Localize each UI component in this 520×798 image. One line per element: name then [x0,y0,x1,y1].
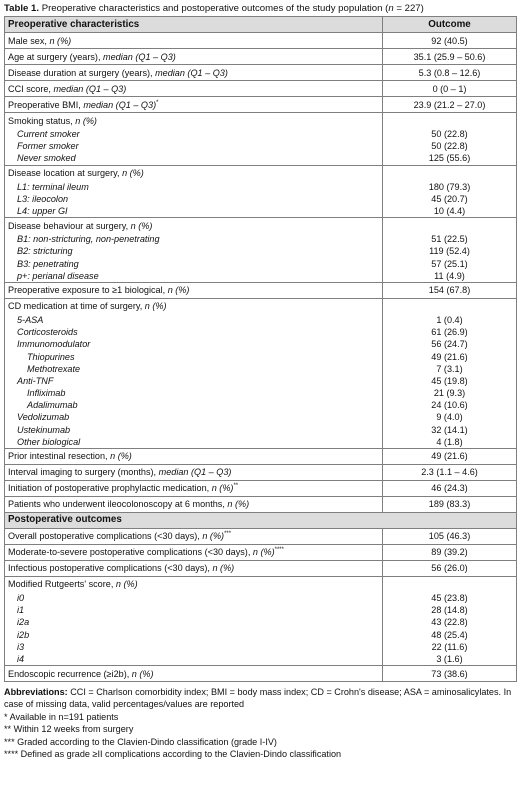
row-value: 23.9 (21.2 – 27.0) [383,97,517,113]
row-value: 51 (22.5) [383,233,517,245]
row-value: 48 (25.4) [383,629,517,641]
label-text: Prior intestinal resection, [8,451,111,462]
table-row [5,218,517,234]
row-label: i2a [5,616,383,628]
characteristics-table [4,16,517,682]
row-label [5,282,383,298]
row-label: i1 [5,604,383,616]
table-row [5,338,517,350]
table-row [5,205,517,218]
label-text: Patients who underwent ileocolonoscopy at 6 months, [8,499,228,510]
row-label: L3: ileocolon [5,193,383,205]
row-label: Infliximab [5,387,383,399]
row-label: Anti-TNF [5,375,383,387]
row-value: 4 (1.8) [383,436,517,449]
table-row [5,592,517,604]
row-value: 11 (4.9) [383,270,517,283]
abbreviations-note [4,686,516,711]
label-qualifier: n (%) [115,579,138,590]
row-value: 10 (4.4) [383,205,517,218]
row-label [5,298,383,314]
row-value: 56 (24.7) [383,338,517,350]
table-row [5,81,517,97]
table-row [5,375,517,387]
label-text: Smoking status, [8,115,76,126]
table-row [5,33,517,49]
row-label: L1: terminal ileum [5,181,383,193]
row-label: Immunomodulator [5,338,383,350]
caption-text: Preoperative characteristics and postoperative outcomes of the study population ( [41,3,389,14]
row-label [5,33,383,49]
label-text: Age at surgery (years), [8,51,104,62]
row-label: L4: upper GI [5,205,383,218]
table-row [5,424,517,436]
row-value: 45 (23.8) [383,592,517,604]
row-value [383,298,517,314]
table-row [5,350,517,362]
table-row [5,245,517,257]
label-qualifier: median (Q1 – Q3) [53,83,127,94]
table-row [5,270,517,283]
table-row [5,480,517,496]
label-text: Preoperative exposure to ≥1 biological, [8,285,168,296]
table-row [5,560,517,576]
row-label [5,113,383,129]
row-label: Other biological [5,436,383,449]
row-label [5,218,383,234]
row-value: 28 (14.8) [383,604,517,616]
row-label: Methotrexate [5,363,383,375]
label-qualifier: n (%) [131,668,154,679]
abbreviations-text: CCI = Charlson comorbidity index; BMI = body mass index; CD = Crohn's disease; ASA = aminosalicylates. In case of missing data, valid percentages/values are reported [4,687,512,710]
table-row [5,298,517,314]
label-qualifier: n (%) [130,220,153,231]
table-row [5,411,517,423]
row-value: 21 (9.3) [383,387,517,399]
label-text: Male sex, [8,35,50,46]
row-value: 2.3 (1.1 – 4.6) [383,464,517,480]
row-value: 56 (26.0) [383,560,517,576]
row-label [5,666,383,682]
row-value: 3 (1.6) [383,653,517,666]
table-row [5,326,517,338]
label-qualifier: median (Q1 – Q3) [155,67,228,78]
row-label [5,81,383,97]
table-row [5,436,517,449]
row-value: 22 (11.6) [383,641,517,653]
caption-label: Table 1. [4,3,40,14]
table-row [5,282,517,298]
table-row [5,97,517,113]
label-text: Interval imaging to surgery (months), [8,467,159,478]
caption-n-value: = 227) [393,3,424,14]
label-text: Overall postoperative complications (<30 days), [8,531,203,542]
row-value: 46 (24.3) [383,480,517,496]
label-text: Endoscopic recurrence (≥i2b), [8,668,132,679]
row-label: Thiopurines [5,350,383,362]
label-qualifier: n (%) [122,168,144,179]
row-label [5,576,383,592]
row-value: 0 (0 – 1) [383,81,517,97]
table-row [5,258,517,270]
row-label: B3: penetrating [5,258,383,270]
table-row [5,399,517,411]
caption-n: n [388,3,394,14]
row-label: B1: non-stricturing, non-penetrating [5,233,383,245]
table-caption [4,2,516,16]
row-value: 45 (19.8) [383,375,517,387]
row-value [383,113,517,129]
row-label: i4 [5,653,383,666]
row-label: Vedolizumab [5,411,383,423]
label-qualifier: median (Q1 – Q3) [158,467,232,478]
row-value: 35.1 (25.9 – 50.6) [383,49,517,65]
row-value [383,218,517,234]
label-qualifier: n (%) [167,285,190,296]
row-value: 5.3 (0.8 – 12.6) [383,65,517,81]
row-label: Former smoker [5,140,383,152]
row-label [5,544,383,560]
table-row [5,528,517,544]
label-qualifier: n (%) [202,531,225,542]
row-value: 125 (55.6) [383,152,517,165]
row-value: 57 (25.1) [383,258,517,270]
row-value [383,576,517,592]
preoperative-body [5,33,517,513]
row-value: 61 (26.9) [383,326,517,338]
table-row [5,387,517,399]
table-row [5,49,517,65]
row-label [5,165,383,181]
label-text: Preoperative BMI, [8,99,84,110]
label-qualifier: n (%) [144,301,167,312]
row-label: i0 [5,592,383,604]
row-value: 45 (20.7) [383,193,517,205]
row-value: 154 (67.8) [383,282,517,298]
footnote-marker: **** [274,547,284,554]
footnotes [4,686,516,760]
row-label [5,480,383,496]
table-row [5,140,517,152]
row-label: 5-ASA [5,314,383,326]
label-qualifier: n (%) [212,563,235,574]
table-row [5,152,517,165]
row-value: 105 (46.3) [383,528,517,544]
row-value: 50 (22.8) [383,128,517,140]
header-outcome: Outcome [383,17,517,33]
row-label [5,496,383,512]
table-row [5,113,517,129]
label-qualifier: n (%) [110,451,132,462]
table-row [5,544,517,560]
row-label [5,560,383,576]
row-value: 119 (52.4) [383,245,517,257]
table-row [5,464,517,480]
row-label [5,528,383,544]
label-qualifier: n (%) [227,499,250,510]
footnote-3: *** Graded according to the Clavien-Dindo classification (grade I-IV) [4,736,277,747]
table-row [5,653,517,666]
table-row [5,496,517,512]
label-text: Disease duration at surgery (years), [8,67,156,78]
row-value [383,165,517,181]
table-row [5,314,517,326]
row-label: B2: stricturing [5,245,383,257]
footnote-2: ** Within 12 weeks from surgery [4,724,134,735]
row-label: Ustekinumab [5,424,383,436]
footnote-marker: ** [233,483,239,490]
section-postoperative: Postoperative outcomes [5,512,517,528]
footnote-marker: * [156,99,159,106]
row-label: Current smoker [5,128,383,140]
footnote-1: * Available in n=191 patients [4,711,119,722]
postoperative-body [5,528,517,681]
row-value: 24 (10.6) [383,399,517,411]
label-qualifier: median (Q1 – Q3) [83,99,157,110]
row-label [5,49,383,65]
label-text: Disease location at surgery, [8,168,123,179]
row-label: Adalimumab [5,399,383,411]
label-text: Modified Rutgeerts' score, [8,579,116,590]
row-label: Corticosteroids [5,326,383,338]
row-value: 73 (38.6) [383,666,517,682]
table-row [5,363,517,375]
label-text: Infectious postoperative complications (<30 days), [8,563,213,574]
table-row [5,181,517,193]
row-value: 32 (14.1) [383,424,517,436]
table-row [5,128,517,140]
table-row [5,233,517,245]
table-row [5,193,517,205]
row-label [5,464,383,480]
row-value: 9 (4.0) [383,411,517,423]
label-text: Initiation of postoperative prophylactic medication, [8,483,212,494]
footnote-4: **** Defined as grade ≥II complications according to the Clavien-Dindo classification [4,749,342,760]
header-characteristics: Preoperative characteristics [5,17,383,33]
row-value: 43 (22.8) [383,616,517,628]
label-qualifier: median (Q1 – Q3) [103,51,176,62]
row-label: i3 [5,641,383,653]
table-header-row [5,17,517,33]
row-value: 50 (22.8) [383,140,517,152]
label-text: CCI score, [8,83,54,94]
row-value: 92 (40.5) [383,33,517,49]
table-row [5,165,517,181]
row-label: p+: perianal disease [5,270,383,283]
row-label: i2b [5,629,383,641]
label-qualifier: n (%) [75,115,97,126]
row-value: 49 (21.6) [383,350,517,362]
table-row [5,576,517,592]
label-qualifier: n (%) [252,547,275,558]
label-qualifier: n (%) [49,35,72,46]
table-row [5,604,517,616]
row-value: 49 (21.6) [383,448,517,464]
row-label: Never smoked [5,152,383,165]
row-label [5,448,383,464]
label-qualifier: n (%) [211,483,234,494]
table-row [5,448,517,464]
table-row [5,65,517,81]
footnote-marker: *** [224,531,232,538]
document-page [4,0,516,761]
row-value: 7 (3.1) [383,363,517,375]
label-text: Disease behaviour at surgery, [8,220,131,231]
abbreviations-label: Abbreviations: [4,687,68,698]
section-postoperative-row [5,512,517,528]
label-text: Moderate-to-severe postoperative complications (<30 days), [8,547,253,558]
table-row [5,641,517,653]
row-value: 89 (39.2) [383,544,517,560]
label-text: CD medication at time of surgery, [8,301,145,312]
row-value: 189 (83.3) [383,496,517,512]
row-value: 180 (79.3) [383,181,517,193]
row-label [5,97,383,113]
table-row [5,666,517,682]
table-row [5,616,517,628]
table-row [5,629,517,641]
row-label [5,65,383,81]
row-value: 1 (0.4) [383,314,517,326]
